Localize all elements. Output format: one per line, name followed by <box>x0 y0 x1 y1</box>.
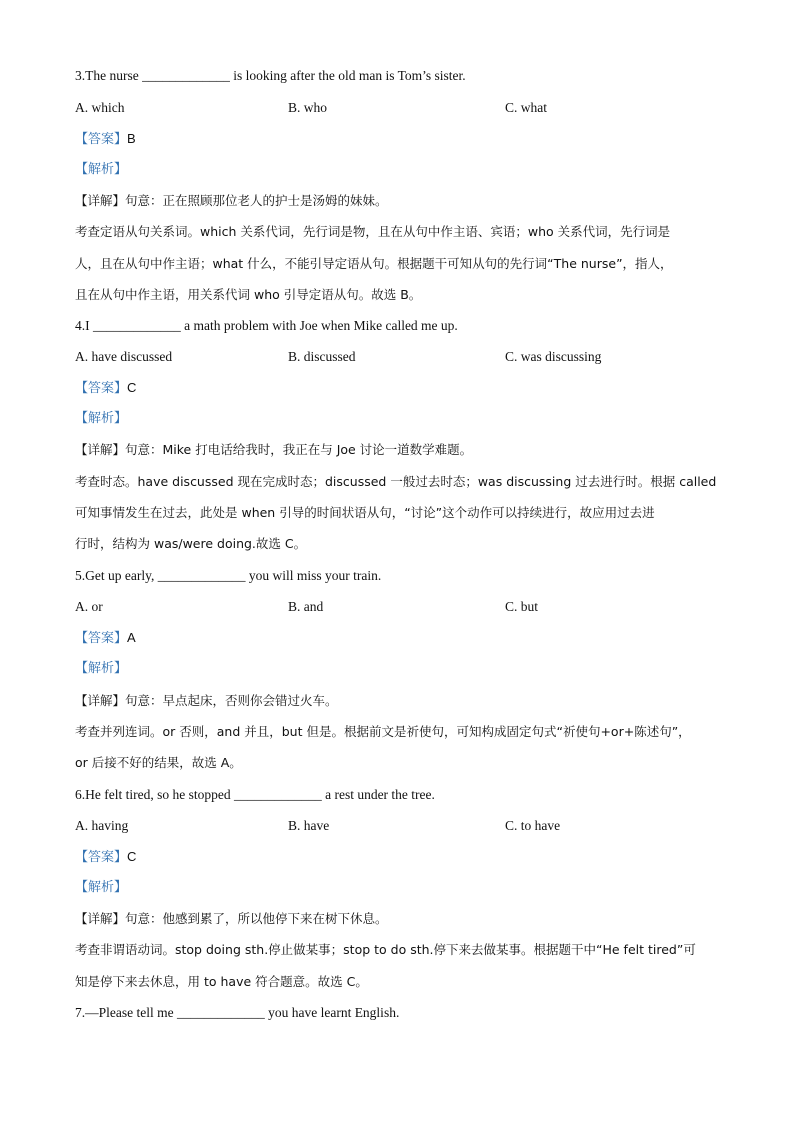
question-6-answer <box>75 848 725 867</box>
question-3-explain-line: 人，且在从句中作主语；what 什么，不能引导定语从句。根据题干可知从句的先行词“The nurse”，指人， <box>75 256 673 271</box>
question-4-answer <box>75 379 725 398</box>
answer-value: C <box>127 380 137 395</box>
question-3-explain-line: 且在从句中作主语，用关系代词 who 引导定语从句。故选 B。 <box>75 287 422 302</box>
question-5-option-c: C. but <box>505 599 539 614</box>
question-5-detail: 【详解】句意：早点起床，否则你会错过火车。 <box>75 693 338 708</box>
question-5-explain-line: or 后接不好的结果，故选 A。 <box>75 755 242 770</box>
question-5-option-b: B. and <box>288 599 324 614</box>
question-4-detail: 【详解】句意：Mike 打电话给我时，我正在与 Joe 讨论一道数学难题。 <box>75 442 473 457</box>
answer-label: 【答案】 <box>75 132 128 147</box>
question-5-option-a: A. or <box>75 599 103 614</box>
question-5-explain-line: 考查并列连词。or 否则，and 并且，but 但是。根据前文是祈使句，可知构成固定句式“祈使句+or+陈述句”， <box>75 724 691 739</box>
question-3-explain-line: 考查定语从句关系词。which 关系代词，先行词是物，且在从句中作主语、宾语；who 关系代词，先行词是 <box>75 224 671 239</box>
answer-label: 【答案】 <box>75 631 128 646</box>
question-3-option-c: C. what <box>505 100 547 115</box>
question-7-stem: 7.—Please tell me _____________ you have learnt English. <box>75 1005 400 1020</box>
question-6-stem: 6.He felt tired, so he stopped _____________ a rest under the tree. <box>75 787 435 802</box>
question-4-analysis-label: 【解析】 <box>75 411 128 426</box>
question-4-explain-line: 行时，结构为 was/were doing.故选 C。 <box>75 536 307 551</box>
question-3-option-b: B. who <box>288 100 328 115</box>
answer-value: B <box>127 131 136 146</box>
question-3-option-a: A. which <box>75 100 125 115</box>
question-6-option-a: A. having <box>75 818 129 833</box>
question-4-option-c: C. was discussing <box>505 349 602 364</box>
answer-label: 【答案】 <box>75 850 128 865</box>
question-3-answer <box>75 130 725 149</box>
question-5-analysis-label: 【解析】 <box>75 661 128 676</box>
question-6-detail: 【详解】句意：他感到累了，所以他停下来在树下休息。 <box>75 911 388 926</box>
question-5-stem: 5.Get up early, _____________ you will miss your train. <box>75 568 382 583</box>
question-6-option-b: B. have <box>288 818 330 833</box>
question-3-stem: 3.The nurse _____________ is looking after the old man is Tom’s sister. <box>75 68 466 83</box>
question-4-explain-line: 考查时态。have discussed 现在完成时态；discussed 一般过去时态；was discussing 过去进行时。根据 called <box>75 474 717 489</box>
question-3-analysis-label: 【解析】 <box>75 162 128 177</box>
question-4-stem: 4.I _____________ a math problem with Joe when Mike called me up. <box>75 318 458 333</box>
answer-value: C <box>127 849 137 864</box>
question-4-explain-line: 可知事情发生在过去，此处是 when 引导的时间状语从句，“讨论”这个动作可以持续进行，故应用过去进 <box>75 505 655 520</box>
question-4-option-b: B. discussed <box>288 349 356 364</box>
question-6-option-c: C. to have <box>505 818 561 833</box>
question-6-explain-line: 考查非谓语动词。stop doing sth.停止做某事；stop to do sth.停下来去做某事。根据题干中“He felt tired”可 <box>75 942 696 957</box>
question-6-explain-line: 知是停下来去休息，用 to have 符合题意。故选 C。 <box>75 974 368 989</box>
question-5-answer <box>75 629 725 648</box>
answer-value: A <box>127 630 136 645</box>
question-6-analysis-label: 【解析】 <box>75 880 128 895</box>
question-3-detail: 【详解】句意：正在照顾那位老人的护士是汤姆的妹妹。 <box>75 193 388 208</box>
answer-label: 【答案】 <box>75 381 128 396</box>
question-4-option-a: A. have discussed <box>75 349 173 364</box>
